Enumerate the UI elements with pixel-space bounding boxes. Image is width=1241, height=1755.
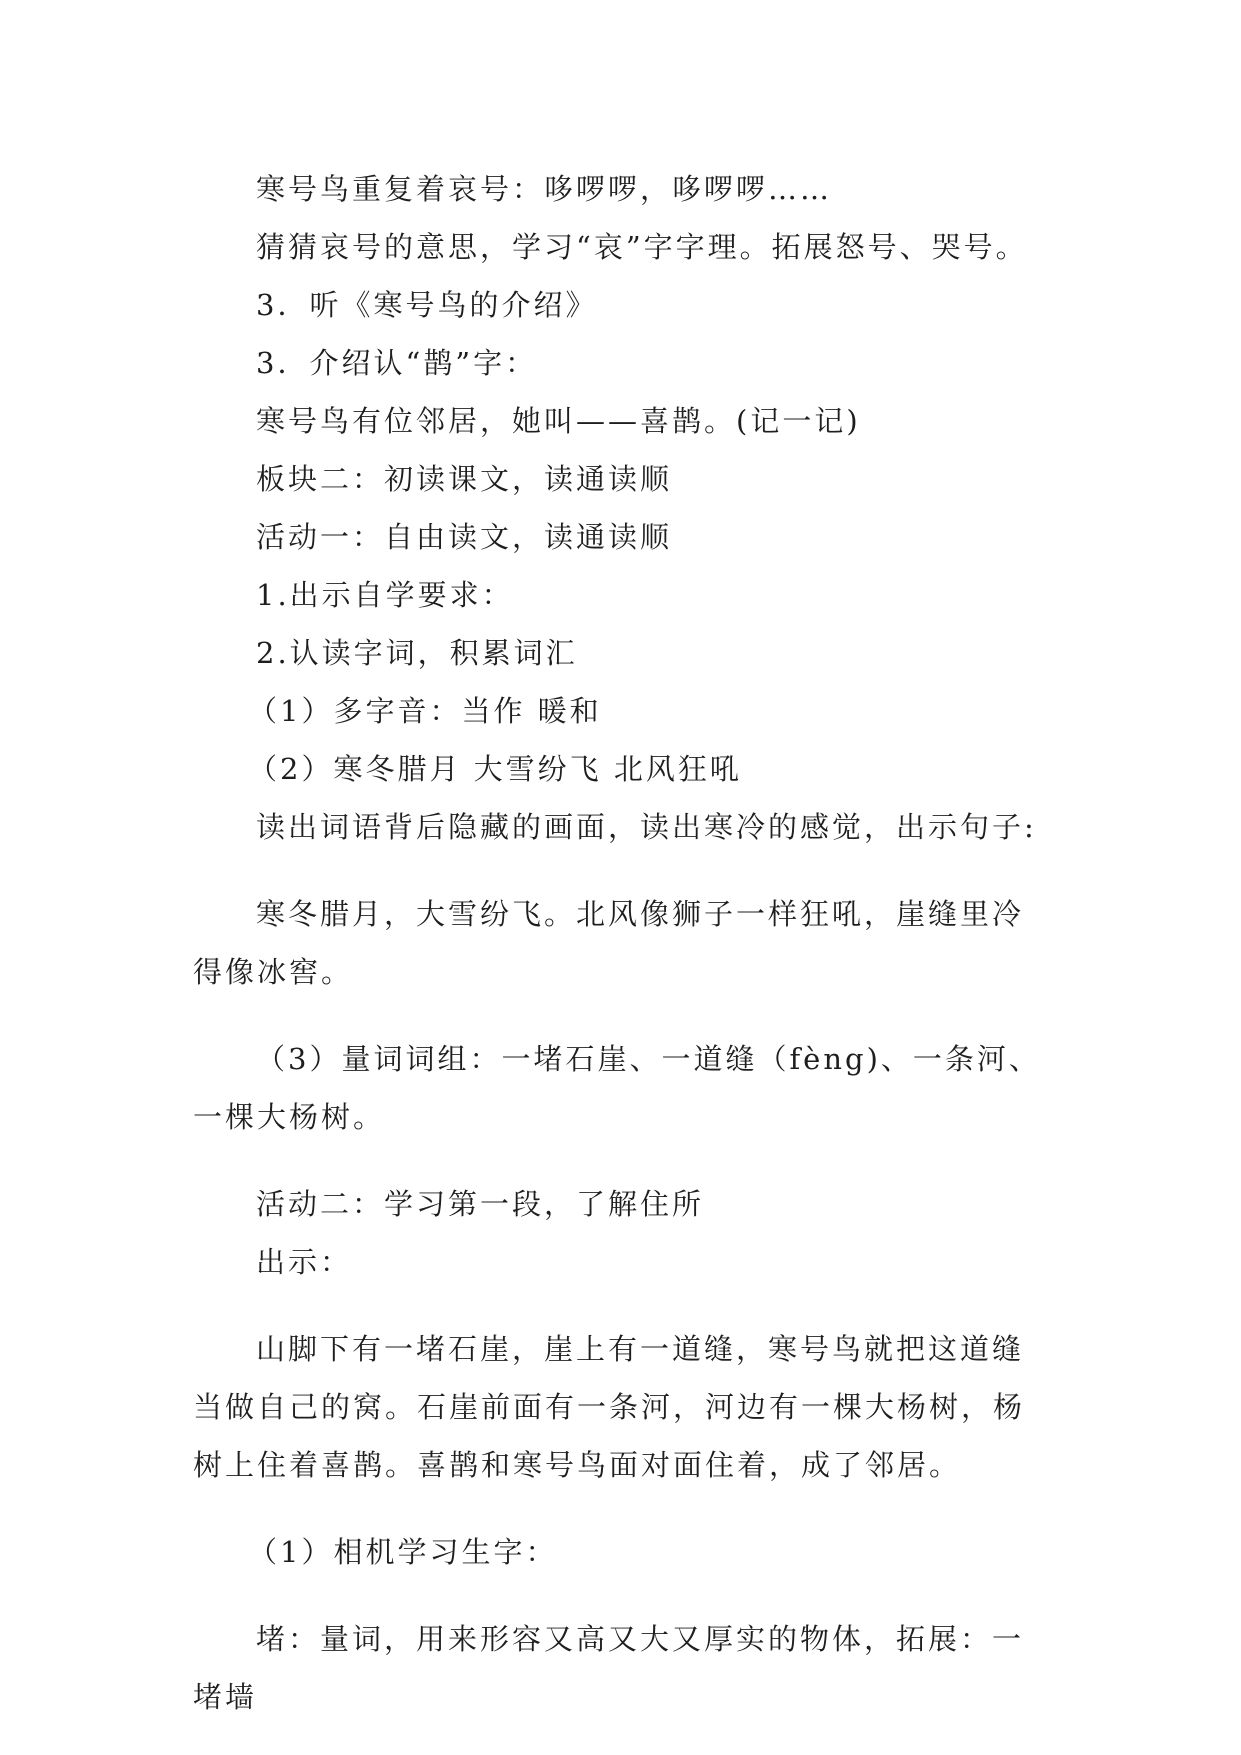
text-line: 3．听《寒号鸟的介绍》 bbox=[256, 288, 598, 322]
paragraph-winter: 寒冬腊月，大雪纷飞。北风像狮子一样狂吼，崖缝里冷得像冰窖。 bbox=[193, 897, 1025, 989]
text-line: 寒号鸟有位邻居，她叫——喜鹊。(记一记) bbox=[256, 404, 861, 438]
activity-heading: 活动一：自由读文，读通读顺 bbox=[256, 520, 673, 554]
text-line: 寒号鸟重复着哀号：哆啰啰，哆啰啰…… bbox=[256, 172, 833, 206]
text-line: 出示： bbox=[256, 1245, 353, 1279]
activity-heading: 活动二：学习第一段，了解住所 bbox=[256, 1187, 705, 1221]
text-line: 3．介绍认“鹊”字： bbox=[256, 346, 538, 380]
vocab-line: （1）多字音：当作 暖和 bbox=[248, 694, 602, 728]
text-line: 读出词语背后隐藏的画面，读出寒冷的感觉，出示句子: bbox=[256, 810, 1037, 844]
text-line: （1）相机学习生字： bbox=[248, 1535, 558, 1569]
document-body bbox=[193, 160, 1053, 1755]
paragraph-du: 堵：量词，用来形容又高又大又厚实的物体，拓展：一堵墙 bbox=[193, 1622, 1025, 1714]
paragraph-measure-words: （3）量词词组：一堵石崖、一道缝（fèng)、一条河、一棵大杨树。 bbox=[193, 1042, 1041, 1134]
section-heading: 板块二：初读课文，读通读顺 bbox=[256, 462, 673, 496]
text-line: 2.认读字词，积累词汇 bbox=[256, 636, 578, 670]
vocab-line: （2）寒冬腊月 大雪纷飞 北风狂吼 bbox=[248, 752, 742, 786]
paragraph-mountain: 山脚下有一堵石崖，崖上有一道缝，寒号鸟就把这道缝当做自己的窝。石崖前面有一条河，河边有一棵大杨树，杨树上住着喜鹊。喜鹊和寒号鸟面对面住着，成了邻居。 bbox=[193, 1332, 1026, 1482]
text-line: 1.出示自学要求： bbox=[256, 578, 514, 612]
text-line: 猜猜哀号的意思，学习“哀”字字理。拓展怒号、哭号。 bbox=[256, 230, 1028, 264]
